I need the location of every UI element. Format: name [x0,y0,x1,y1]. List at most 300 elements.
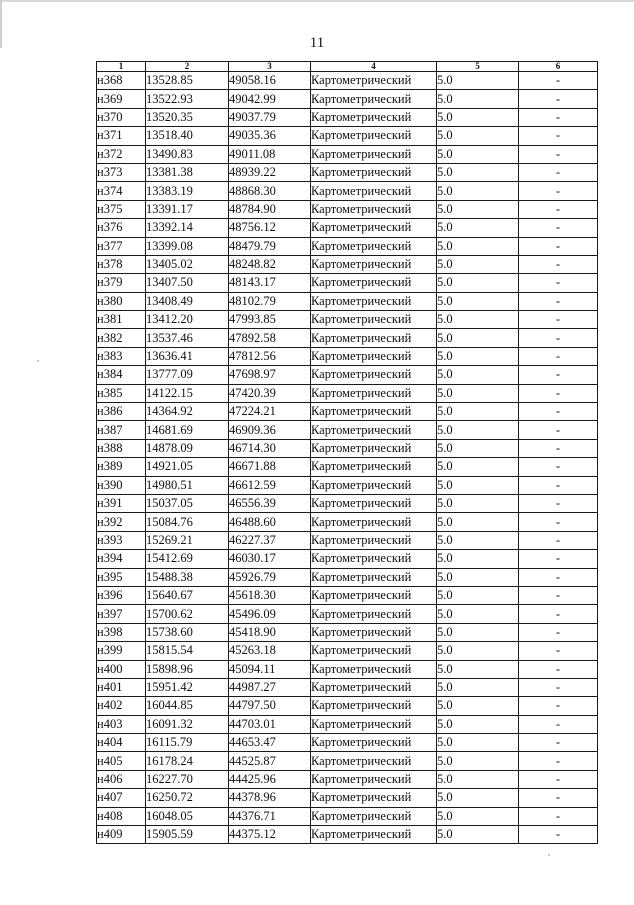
table-header [97,62,598,72]
y-coordinate-cell: 48102.79 [229,292,311,310]
table-row [97,347,598,365]
table-row [97,274,598,292]
x-coordinate-cell: 13636.41 [146,347,229,365]
x-coordinate-cell: 15951.42 [146,678,229,696]
point-id-cell: н370 [97,108,146,126]
accuracy-cell: 5.0 [437,623,519,641]
x-coordinate-cell: 13405.02 [146,255,229,273]
point-id-cell: н397 [97,605,146,623]
accuracy-cell: 5.0 [437,531,519,549]
point-id-cell: н409 [97,826,146,844]
y-coordinate-cell: 47224.21 [229,403,311,421]
point-id-cell: н390 [97,476,146,494]
accuracy-cell: 5.0 [437,255,519,273]
note-cell: - [519,642,598,660]
x-coordinate-cell: 13399.08 [146,237,229,255]
table-row [97,660,598,678]
y-coordinate-cell: 45496.09 [229,605,311,623]
y-coordinate-cell: 48248.82 [229,255,311,273]
y-coordinate-cell: 45926.79 [229,568,311,586]
x-coordinate-cell: 13518.40 [146,127,229,145]
note-cell: - [519,311,598,329]
x-coordinate-cell: 13391.17 [146,200,229,218]
x-coordinate-cell: 13528.85 [146,72,229,90]
y-coordinate-cell: 46227.37 [229,531,311,549]
method-cell: Картометрический [311,90,437,108]
accuracy-cell: 5.0 [437,458,519,476]
method-cell: Картометрический [311,72,437,90]
note-cell: - [519,826,598,844]
method-cell: Картометрический [311,568,437,586]
accuracy-cell: 5.0 [437,642,519,660]
accuracy-cell: 5.0 [437,219,519,237]
table-row [97,255,598,273]
note-cell: - [519,366,598,384]
point-id-cell: н381 [97,311,146,329]
table-row [97,586,598,604]
y-coordinate-cell: 47698.97 [229,366,311,384]
x-coordinate-cell: 13520.35 [146,108,229,126]
table-row [97,568,598,586]
note-cell: - [519,182,598,200]
point-id-cell: н384 [97,366,146,384]
method-cell: Картометрический [311,642,437,660]
table-row [97,219,598,237]
y-coordinate-cell: 44653.47 [229,734,311,752]
table-row [97,531,598,549]
x-coordinate-cell: 14364.92 [146,403,229,421]
y-coordinate-cell: 45094.11 [229,660,311,678]
x-coordinate-cell: 16044.85 [146,697,229,715]
point-id-cell: н396 [97,586,146,604]
method-cell: Картометрический [311,439,437,457]
method-cell: Картометрический [311,826,437,844]
table-row [97,826,598,844]
y-coordinate-cell: 49011.08 [229,145,311,163]
accuracy-cell: 5.0 [437,734,519,752]
table-row [97,163,598,181]
y-coordinate-cell: 47993.85 [229,311,311,329]
method-cell: Картометрический [311,752,437,770]
note-cell: - [519,200,598,218]
accuracy-cell: 5.0 [437,72,519,90]
accuracy-cell: 5.0 [437,384,519,402]
method-cell: Картометрический [311,127,437,145]
x-coordinate-cell: 14921.05 [146,458,229,476]
point-id-cell: н395 [97,568,146,586]
x-coordinate-cell: 15084.76 [146,513,229,531]
method-cell: Картометрический [311,366,437,384]
x-coordinate-cell: 15412.69 [146,550,229,568]
point-id-cell: н388 [97,439,146,457]
accuracy-cell: 5.0 [437,311,519,329]
accuracy-cell: 5.0 [437,127,519,145]
method-cell: Картометрический [311,145,437,163]
note-cell: - [519,513,598,531]
column-header-1: 1 [97,62,146,72]
note-cell: - [519,219,598,237]
note-cell: - [519,458,598,476]
method-cell: Картометрический [311,770,437,788]
method-cell: Картометрический [311,586,437,604]
note-cell: - [519,789,598,807]
accuracy-cell: 5.0 [437,715,519,733]
point-id-cell: н373 [97,163,146,181]
accuracy-cell: 5.0 [437,550,519,568]
note-cell: - [519,605,598,623]
table-row [97,237,598,255]
table-row [97,494,598,512]
x-coordinate-cell: 13490.83 [146,145,229,163]
accuracy-cell: 5.0 [437,513,519,531]
table-row [97,311,598,329]
x-coordinate-cell: 13412.20 [146,311,229,329]
note-cell: - [519,274,598,292]
note-cell: - [519,660,598,678]
point-id-cell: н369 [97,90,146,108]
table-row [97,770,598,788]
y-coordinate-cell: 44987.27 [229,678,311,696]
method-cell: Картометрический [311,237,437,255]
table-row [97,384,598,402]
y-coordinate-cell: 47420.39 [229,384,311,402]
scan-speck [548,854,550,856]
point-id-cell: н386 [97,403,146,421]
y-coordinate-cell: 48756.12 [229,219,311,237]
table-row [97,678,598,696]
point-id-cell: н391 [97,494,146,512]
point-id-cell: н406 [97,770,146,788]
note-cell: - [519,145,598,163]
note-cell: - [519,752,598,770]
point-id-cell: н387 [97,421,146,439]
method-cell: Картометрический [311,292,437,310]
method-cell: Картометрический [311,329,437,347]
accuracy-cell: 5.0 [437,347,519,365]
note-cell: - [519,678,598,696]
note-cell: - [519,807,598,825]
point-id-cell: н380 [97,292,146,310]
point-id-cell: н383 [97,347,146,365]
table-row [97,513,598,531]
y-coordinate-cell: 48784.90 [229,200,311,218]
note-cell: - [519,734,598,752]
x-coordinate-cell: 15738.60 [146,623,229,641]
y-coordinate-cell: 44376.71 [229,807,311,825]
accuracy-cell: 5.0 [437,770,519,788]
accuracy-cell: 5.0 [437,274,519,292]
y-coordinate-cell: 49037.79 [229,108,311,126]
table-row [97,72,598,90]
method-cell: Картометрический [311,274,437,292]
table-row [97,421,598,439]
x-coordinate-cell: 15898.96 [146,660,229,678]
point-id-cell: н382 [97,329,146,347]
x-coordinate-cell: 15488.38 [146,568,229,586]
table-row [97,329,598,347]
y-coordinate-cell: 48479.79 [229,237,311,255]
y-coordinate-cell: 47892.58 [229,329,311,347]
note-cell: - [519,403,598,421]
note-cell: - [519,697,598,715]
scan-top-edge [0,0,634,2]
x-coordinate-cell: 16091.32 [146,715,229,733]
table-row [97,623,598,641]
x-coordinate-cell: 13777.09 [146,366,229,384]
y-coordinate-cell: 44375.12 [229,826,311,844]
method-cell: Картометрический [311,623,437,641]
y-coordinate-cell: 46714.30 [229,439,311,457]
method-cell: Картометрический [311,476,437,494]
point-id-cell: н372 [97,145,146,163]
method-cell: Картометрический [311,403,437,421]
method-cell: Картометрический [311,384,437,402]
y-coordinate-cell: 48868.30 [229,182,311,200]
accuracy-cell: 5.0 [437,108,519,126]
table-row [97,108,598,126]
column-header-3: 3 [229,62,311,72]
y-coordinate-cell: 46030.17 [229,550,311,568]
y-coordinate-cell: 45418.90 [229,623,311,641]
point-id-cell: н385 [97,384,146,402]
method-cell: Картометрический [311,807,437,825]
coordinates-table [96,61,598,844]
x-coordinate-cell: 15905.59 [146,826,229,844]
y-coordinate-cell: 44797.50 [229,697,311,715]
note-cell: - [519,421,598,439]
method-cell: Картометрический [311,108,437,126]
table-row [97,200,598,218]
note-cell: - [519,163,598,181]
note-cell: - [519,715,598,733]
point-id-cell: н374 [97,182,146,200]
point-id-cell: н404 [97,734,146,752]
accuracy-cell: 5.0 [437,605,519,623]
point-id-cell: н375 [97,200,146,218]
x-coordinate-cell: 16115.79 [146,734,229,752]
table-row [97,734,598,752]
note-cell: - [519,329,598,347]
note-cell: - [519,72,598,90]
page-number: 11 [309,35,325,51]
table-row [97,182,598,200]
table-body [97,72,598,844]
method-cell: Картометрический [311,697,437,715]
accuracy-cell: 5.0 [437,366,519,384]
y-coordinate-cell: 49035.36 [229,127,311,145]
y-coordinate-cell: 49042.99 [229,90,311,108]
point-id-cell: н389 [97,458,146,476]
point-id-cell: н368 [97,72,146,90]
y-coordinate-cell: 44425.96 [229,770,311,788]
y-coordinate-cell: 46909.36 [229,421,311,439]
accuracy-cell: 5.0 [437,586,519,604]
x-coordinate-cell: 13381.38 [146,163,229,181]
column-header-6: 6 [519,62,598,72]
column-header-2: 2 [146,62,229,72]
table-row [97,789,598,807]
table-row [97,458,598,476]
point-id-cell: н400 [97,660,146,678]
x-coordinate-cell: 14878.09 [146,439,229,457]
x-coordinate-cell: 14122.15 [146,384,229,402]
point-id-cell: н399 [97,642,146,660]
note-cell: - [519,439,598,457]
accuracy-cell: 5.0 [437,329,519,347]
method-cell: Картометрический [311,660,437,678]
point-id-cell: н378 [97,255,146,273]
note-cell: - [519,770,598,788]
accuracy-cell: 5.0 [437,789,519,807]
x-coordinate-cell: 13537.46 [146,329,229,347]
method-cell: Картометрический [311,715,437,733]
accuracy-cell: 5.0 [437,421,519,439]
x-coordinate-cell: 13392.14 [146,219,229,237]
note-cell: - [519,90,598,108]
table-row [97,127,598,145]
note-cell: - [519,127,598,145]
accuracy-cell: 5.0 [437,807,519,825]
point-id-cell: н403 [97,715,146,733]
accuracy-cell: 5.0 [437,678,519,696]
x-coordinate-cell: 15037.05 [146,494,229,512]
note-cell: - [519,531,598,549]
accuracy-cell: 5.0 [437,494,519,512]
y-coordinate-cell: 46556.39 [229,494,311,512]
x-coordinate-cell: 14681.69 [146,421,229,439]
method-cell: Картометрический [311,311,437,329]
point-id-cell: н394 [97,550,146,568]
accuracy-cell: 5.0 [437,292,519,310]
y-coordinate-cell: 49058.16 [229,72,311,90]
point-id-cell: н407 [97,789,146,807]
table-row [97,403,598,421]
y-coordinate-cell: 46612.59 [229,476,311,494]
note-cell: - [519,568,598,586]
method-cell: Картометрический [311,531,437,549]
accuracy-cell: 5.0 [437,439,519,457]
x-coordinate-cell: 16227.70 [146,770,229,788]
method-cell: Картометрический [311,513,437,531]
table-row [97,292,598,310]
point-id-cell: н393 [97,531,146,549]
x-coordinate-cell: 16178.24 [146,752,229,770]
x-coordinate-cell: 13383.19 [146,182,229,200]
x-coordinate-cell: 15700.62 [146,605,229,623]
method-cell: Картометрический [311,163,437,181]
y-coordinate-cell: 48143.17 [229,274,311,292]
y-coordinate-cell: 44703.01 [229,715,311,733]
point-id-cell: н371 [97,127,146,145]
method-cell: Картометрический [311,421,437,439]
note-cell: - [519,494,598,512]
note-cell: - [519,384,598,402]
header-row [97,62,598,72]
accuracy-cell: 5.0 [437,163,519,181]
accuracy-cell: 5.0 [437,90,519,108]
point-id-cell: н402 [97,697,146,715]
y-coordinate-cell: 44525.87 [229,752,311,770]
y-coordinate-cell: 46671.88 [229,458,311,476]
note-cell: - [519,255,598,273]
method-cell: Картометрический [311,605,437,623]
point-id-cell: н408 [97,807,146,825]
x-coordinate-cell: 15640.67 [146,586,229,604]
point-id-cell: н377 [97,237,146,255]
x-coordinate-cell: 13407.50 [146,274,229,292]
method-cell: Картометрический [311,255,437,273]
method-cell: Картометрический [311,347,437,365]
method-cell: Картометрический [311,789,437,807]
accuracy-cell: 5.0 [437,403,519,421]
point-id-cell: н392 [97,513,146,531]
x-coordinate-cell: 15269.21 [146,531,229,549]
table-row [97,807,598,825]
y-coordinate-cell: 44378.96 [229,789,311,807]
method-cell: Картометрический [311,734,437,752]
column-header-5: 5 [437,62,519,72]
accuracy-cell: 5.0 [437,697,519,715]
accuracy-cell: 5.0 [437,182,519,200]
table-row [97,605,598,623]
table-row [97,145,598,163]
note-cell: - [519,476,598,494]
table-row [97,90,598,108]
x-coordinate-cell: 16250.72 [146,789,229,807]
y-coordinate-cell: 45618.30 [229,586,311,604]
x-coordinate-cell: 16048.05 [146,807,229,825]
accuracy-cell: 5.0 [437,145,519,163]
method-cell: Картометрический [311,678,437,696]
table-row [97,752,598,770]
method-cell: Картометрический [311,494,437,512]
method-cell: Картометрический [311,219,437,237]
table-row [97,550,598,568]
note-cell: - [519,292,598,310]
table-row [97,476,598,494]
point-id-cell: н405 [97,752,146,770]
method-cell: Картометрический [311,182,437,200]
table-row [97,366,598,384]
point-id-cell: н401 [97,678,146,696]
accuracy-cell: 5.0 [437,752,519,770]
method-cell: Картометрический [311,200,437,218]
accuracy-cell: 5.0 [437,200,519,218]
scan-speck [37,360,39,362]
y-coordinate-cell: 47812.56 [229,347,311,365]
y-coordinate-cell: 48939.22 [229,163,311,181]
accuracy-cell: 5.0 [437,660,519,678]
note-cell: - [519,108,598,126]
note-cell: - [519,347,598,365]
note-cell: - [519,623,598,641]
y-coordinate-cell: 46488.60 [229,513,311,531]
y-coordinate-cell: 45263.18 [229,642,311,660]
method-cell: Картометрический [311,458,437,476]
accuracy-cell: 5.0 [437,826,519,844]
x-coordinate-cell: 13522.93 [146,90,229,108]
table-row [97,697,598,715]
table-row [97,642,598,660]
point-id-cell: н379 [97,274,146,292]
accuracy-cell: 5.0 [437,476,519,494]
x-coordinate-cell: 13408.49 [146,292,229,310]
table-row [97,715,598,733]
note-cell: - [519,237,598,255]
accuracy-cell: 5.0 [437,237,519,255]
x-coordinate-cell: 15815.54 [146,642,229,660]
method-cell: Картометрический [311,550,437,568]
